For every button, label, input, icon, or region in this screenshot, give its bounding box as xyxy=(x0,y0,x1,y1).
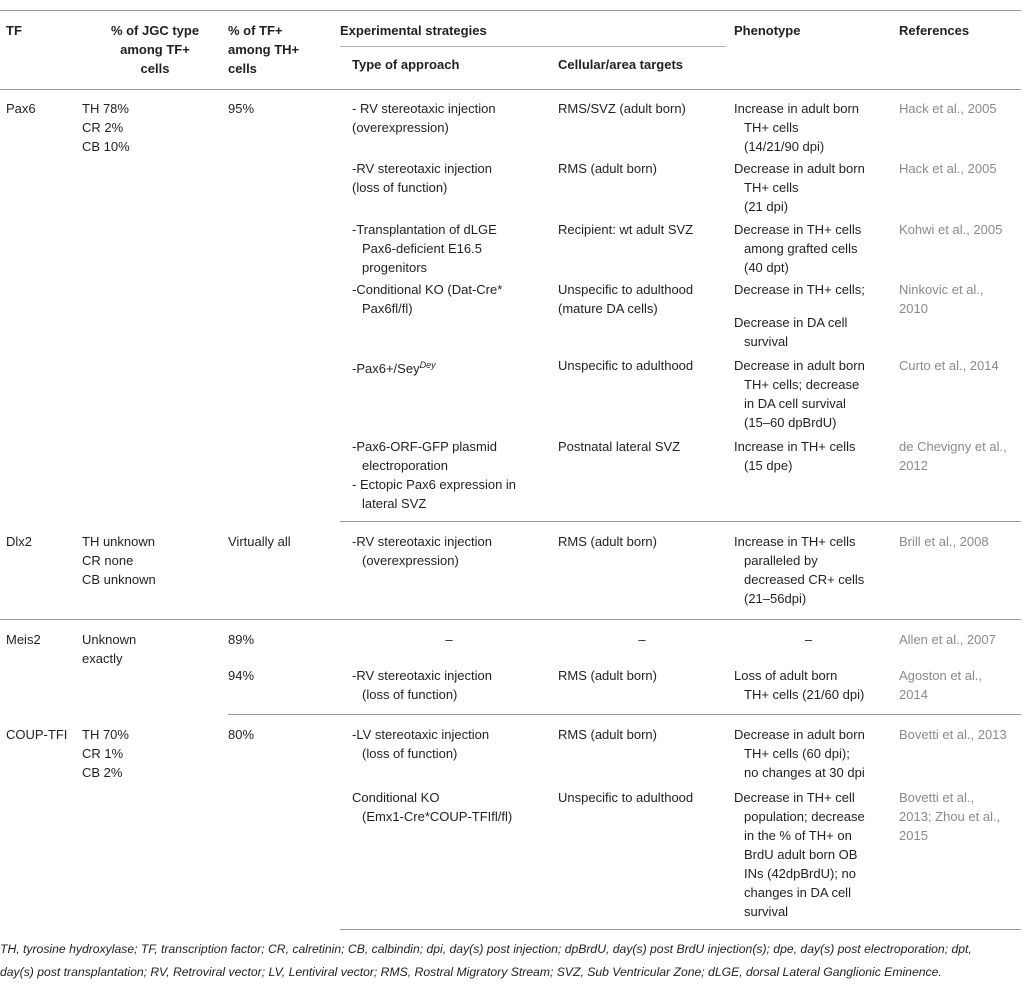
coup-pct: 80% xyxy=(228,727,255,742)
pax6-target-6: Postnatal lateral SVZ xyxy=(558,432,726,522)
coup-ref-2: Bovetti et al., 2013; Zhou et al., 2015 xyxy=(891,785,1021,930)
pax6-target-5: Unspecific to adulthood xyxy=(558,358,694,373)
meis2-pct-2: 94% xyxy=(228,649,340,715)
pax6-ref-3: Kohwi et al., 2005 xyxy=(899,222,1003,237)
meis2-tf: Meis2 xyxy=(6,632,41,647)
pax6-approach-2: -RV stereotaxic injection (loss of function) xyxy=(352,161,492,195)
dlx2-tf: Dlx2 xyxy=(0,522,82,620)
pax6-ref-6: de Chevigny et al., 2012 xyxy=(891,432,1021,522)
pax6-jgc: TH 78% CR 2% CB 10% xyxy=(82,101,130,154)
header-type-of-approach: Type of approach xyxy=(352,57,460,72)
coup-tf: COUP-TFI xyxy=(6,726,68,742)
coup-phenotype-2: Decrease in TH+ cell population; decrease in the % of TH+ on BrdU adult born OB INs (42dpBrdU); no changes in DA cell survival xyxy=(726,785,891,930)
pax6-ref-2: Hack et al., 2005 xyxy=(899,161,997,176)
pax6-phenotype-1: Increase in adult born TH+ cells (14/21/90 dpi) xyxy=(734,101,860,154)
meis2-pct-1: 89% xyxy=(228,632,255,647)
pax6-approach-4: -Conditional KO (Dat-Cre* Pax6fl/fl) xyxy=(352,282,503,316)
coup-jgc: TH 70% CR 1% CB 2% xyxy=(82,726,129,780)
pax6-target-3: Recipient: wt adult SVZ xyxy=(558,222,694,237)
meis2-ref-1: Allen et al., 2007 xyxy=(899,632,996,647)
meis2-approach-2: -RV stereotaxic injection (loss of function) xyxy=(340,649,558,715)
dlx2-phenotype: Increase in TH+ cells paralleled by decreased CR+ cells (21–56dpi) xyxy=(726,522,891,620)
header-pct: % of TF+ among TH+ cells xyxy=(228,23,300,76)
coup-target-1: RMS (adult born) xyxy=(558,727,657,742)
table-row xyxy=(0,522,1021,620)
footnote-line-1: TH, tyrosine hydroxylase; TF, transcription factor; CR, calretinin; CB, calbindin; dpi, day(s) post injection; dpBrdU, day(s) post BrdU injection(s); dpe, day(s) post electroporation; dpt, xyxy=(0,942,972,956)
header-targets: Cellular/area targets xyxy=(558,57,684,72)
header-row xyxy=(0,11,1021,47)
pax6-ref-1: Hack et al., 2005 xyxy=(899,101,997,116)
pax6-ref-5: Curto et al., 2014 xyxy=(899,358,999,373)
footnote-line-2: day(s) post transplantation; RV, Retroviral vector; LV, Lentiviral vector; RMS, Rostral Migratory Stream; SVZ, Sub Ventricular Zone; dLGE, dorsal Lateral Ganglionic Eminence. xyxy=(0,965,942,979)
meis2-target-1: – xyxy=(638,632,646,647)
meis2-target-2: RMS (adult born) xyxy=(558,649,726,715)
pax6-approach-5: -Pax6+/Sey$^{Dey}$ xyxy=(352,360,436,376)
pax6-target-2: RMS (adult born) xyxy=(558,161,657,176)
pax6-phenotype-3: Decrease in TH+ cells among grafted cells (40 dpt) xyxy=(734,222,862,275)
pax6-target-1: RMS/SVZ (adult born) xyxy=(558,101,686,116)
transcription-factor-table xyxy=(0,10,1021,930)
pax6-phenotype-4: Decrease in TH+ cells; Decrease in DA cell survival xyxy=(734,282,865,349)
pax6-approach-6: -Pax6-ORF-GFP plasmid electroporation - Ectopic Pax6 expression in lateral SVZ xyxy=(340,432,558,522)
pax6-pct: 95% xyxy=(228,101,255,116)
pax6-tf: Pax6 xyxy=(6,101,36,116)
pax6-phenotype-6: Increase in TH+ cells (15 dpe) xyxy=(726,432,891,522)
header-phenotype: Phenotype xyxy=(734,23,801,38)
coup-approach-2: Conditional KO (Emx1-Cre*COUP-TFIfl/fl) xyxy=(340,785,558,930)
pax6-ref-4: Ninkovic et al., 2010 xyxy=(899,282,984,316)
pax6-approach-3: -Transplantation of dLGE Pax6-deficient E16.5 progenitors xyxy=(352,222,497,275)
meis2-jgc: Unknown exactly xyxy=(82,632,137,666)
header-jgc: % of JGC type among TF+ cells xyxy=(110,23,200,76)
table-row xyxy=(0,620,1021,650)
dlx2-ref: Brill et al., 2008 xyxy=(891,522,1021,620)
dlx2-approach: -RV stereotaxic injection (overexpression) xyxy=(340,522,558,620)
coup-target-2: Unspecific to adulthood xyxy=(558,785,726,930)
table-row xyxy=(0,715,1021,786)
meis2-approach-1: – xyxy=(445,632,453,647)
dlx2-jgc: TH unknown CR none CB unknown xyxy=(82,522,228,620)
pax6-phenotype-2: Decrease in adult born TH+ cells (21 dpi) xyxy=(734,161,865,214)
meis2-phenotype-2: Loss of adult born TH+ cells (21/60 dpi) xyxy=(726,649,891,715)
meis2-ref-2: Agoston et al., 2014 xyxy=(891,649,1021,715)
pax6-target-4: Unspecific to adulthood (mature DA cells) xyxy=(558,282,694,316)
coup-phenotype-1: Decrease in adult born TH+ cells (60 dpi); no changes at 30 dpi xyxy=(734,727,865,780)
table-row xyxy=(0,90,1021,157)
header-tf: TF xyxy=(6,23,22,38)
dlx2-pct: Virtually all xyxy=(228,522,340,620)
coup-ref-1: Bovetti et al., 2013 xyxy=(899,727,1007,742)
table-footnote xyxy=(0,938,1021,984)
coup-approach-1: -LV stereotaxic injection (loss of function) xyxy=(352,727,490,761)
dlx2-target: RMS (adult born) xyxy=(558,522,726,620)
header-references: References xyxy=(899,23,970,38)
pax6-approach-1: - RV stereotaxic injection (overexpression) xyxy=(352,101,496,135)
meis2-phenotype-1: – xyxy=(804,632,813,647)
pax6-phenotype-5: Decrease in adult born TH+ cells; decrease in DA cell survival (15–60 dpBrdU) xyxy=(734,358,865,430)
header-strategies: Experimental strategies xyxy=(340,11,726,47)
